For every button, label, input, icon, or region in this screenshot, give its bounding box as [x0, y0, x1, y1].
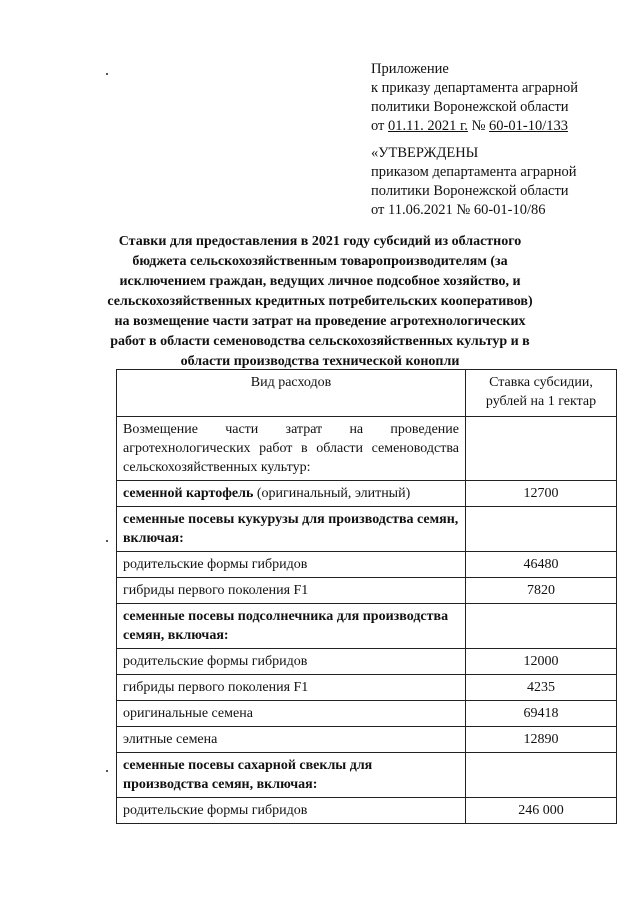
row-label-bold: семенной картофель [123, 486, 254, 501]
row-value: 7820 [466, 578, 617, 604]
table-row [117, 552, 617, 578]
table-row [117, 417, 617, 481]
appendix-line3: политики Воронежской области [371, 99, 569, 115]
table-row [117, 727, 617, 753]
row-label: элитные семена [117, 727, 466, 753]
appendix-line2: к приказу департамента аграрной [371, 80, 579, 96]
table-header-row [117, 370, 617, 417]
appendix-date-line [371, 117, 636, 136]
table-row [117, 753, 617, 798]
row-label: семенные посевы сахарной свеклы для производства семян, включая: [117, 753, 466, 798]
appendix-number: 60-01-10/133 [489, 118, 568, 134]
row-value: 12890 [466, 727, 617, 753]
row-value: 46480 [466, 552, 617, 578]
row-value [466, 507, 617, 552]
row-label: семенные посевы подсолнечника для производства семян, включая: [117, 604, 466, 649]
table-row [117, 507, 617, 552]
appendix-date: 01.11. 2021 г. [388, 118, 468, 134]
row-label: родительские формы гибридов [117, 552, 466, 578]
approved-line1: «УТВЕРЖДЕНЫ [371, 145, 479, 161]
appendix-block [371, 60, 636, 136]
row-value: 12000 [466, 649, 617, 675]
table-row [117, 701, 617, 727]
row-value [466, 417, 617, 481]
row-label-rest: (оригинальный, элитный) [253, 486, 411, 501]
scan-speck [106, 540, 108, 542]
row-label: гибриды первого поколения F1 [117, 578, 466, 604]
column-header-expense-type: Вид расходов [117, 370, 466, 417]
document-title: Ставки для предоставления в 2021 году субсидий из областного бюджета сельскохозяйственным товаропроизводителям (за исключением граждан, ведущих личное подсобное хозяйство, и сельскохозяйственных кредитных потребительских кооперативов) на возмещение части затрат на проведение агротехнологических работ в области семеноводства сельскохозяйственных культур и в области производства технической конопли [107, 234, 533, 369]
table-row [117, 604, 617, 649]
approved-block [371, 144, 636, 220]
table-row [117, 578, 617, 604]
row-value: 4235 [466, 675, 617, 701]
row-label: семенные посевы кукурузы для производства семян, включая: [117, 507, 466, 552]
row-label: оригинальные семена [117, 701, 466, 727]
column-header-rate: Ставка субсидии, рублей на 1 гектар [466, 370, 617, 417]
row-value: 12700 [466, 481, 617, 507]
appendix-line1: Приложение [371, 61, 449, 77]
scan-speck [106, 73, 108, 75]
rates-table [116, 369, 617, 824]
row-value [466, 753, 617, 798]
row-label: родительские формы гибридов [117, 649, 466, 675]
approved-line4: от 11.06.2021 № 60-01-10/86 [371, 202, 546, 218]
approved-line3: политики Воронежской области [371, 183, 569, 199]
appendix-num-prefix: № [467, 118, 490, 134]
row-label: Возмещение части затрат на проведение агротехнологических работ в области семеноводства сельскохозяйственных культур: [117, 417, 466, 481]
row-value [466, 604, 617, 649]
row-value: 246 000 [466, 798, 617, 824]
approved-line2: приказом департамента аграрной [371, 164, 577, 180]
row-label: гибриды первого поколения F1 [117, 675, 466, 701]
table-row [117, 675, 617, 701]
scan-speck [106, 770, 108, 772]
row-label: родительские формы гибридов [117, 798, 466, 824]
row-value: 69418 [466, 701, 617, 727]
appendix-date-prefix: от [371, 118, 389, 134]
table-row [117, 481, 617, 507]
table-row [117, 649, 617, 675]
row-label [117, 481, 466, 507]
table-row [117, 798, 617, 824]
